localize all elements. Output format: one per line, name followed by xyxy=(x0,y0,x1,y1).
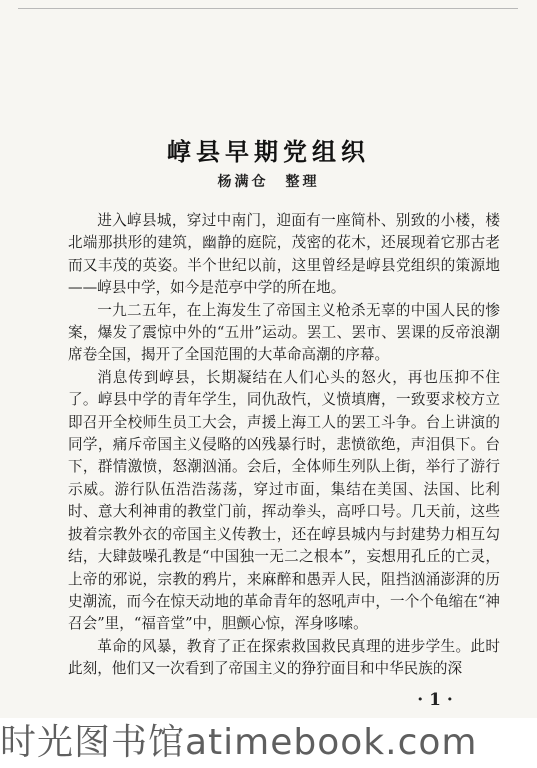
paragraph-1: 进入崞县城，穿过中南门，迎面有一座简朴、别致的小楼，楼北端那拱形的建筑，幽静的庭院，茂密的花木，还展现着它那古老而又丰茂的英姿。半个世纪以前，这里曾经是崞县党组织的策源地——崞县中学，如今是范亭中学的所在地。 xyxy=(68,212,500,297)
top-edge-rule xyxy=(18,8,518,9)
paragraph-3: 消息传到崞县，长期凝结在人们心头的怒火，再也压抑不住了。崞县中学的青年学生，同仇敌忾，义愤填膺，一致要求校方立即召开全校师生员工大会，声援上海工人的罢工斗争。台上讲演的同学，痛斥帝国主义侵略的凶残暴行时，悲愤欲绝，声泪俱下。台下，群情激愤，怒潮汹涌。会后，全体师生列队上街，举行了游行示威。游行队伍浩浩荡荡，穿过市面，集结在美国、法国、比利时、意大利神甫的教堂门前，挥动拳头，高呼口号。几天前，这些披着宗教外衣的帝国主义传教士，还在崞县城内与封建势力相互勾结，大肆鼓噪孔教是“中国独一无二之根本”，妄想用孔丘的亡灵，上帝的邪说，宗教的鸦片，来麻醉和愚弄人民，阻挡汹涌澎湃的历史潮流，而今在惊天动地的革命青年的怒吼声中，一个个龟缩在“神召会”里，“福音堂”中，胆颤心惊，浑身哆嗦。 xyxy=(68,368,500,633)
article-body xyxy=(68,210,500,681)
paragraph-4: 革命的风暴，教育了正在探索救国救民真理的进步学生。此时此刻，他们又一次看到了帝国主义的狰狞面目和中华民族的深 xyxy=(68,637,500,678)
article-title: 崞县早期党组织 xyxy=(167,137,370,166)
site-watermark: 时光图书馆atimebook.com xyxy=(0,718,537,768)
page-number: · 1 · xyxy=(417,690,453,710)
paragraph-2: 一九二五年，在上海发生了帝国主义枪杀无辜的中国人民的惨案，爆发了震惊中外的“五卅”运动。罢工、罢市、罢课的反帝浪潮席卷全国，揭开了全国范围的大革命高潮的序幕。 xyxy=(68,301,500,364)
article-byline: 杨满仓 整理 xyxy=(217,174,320,190)
